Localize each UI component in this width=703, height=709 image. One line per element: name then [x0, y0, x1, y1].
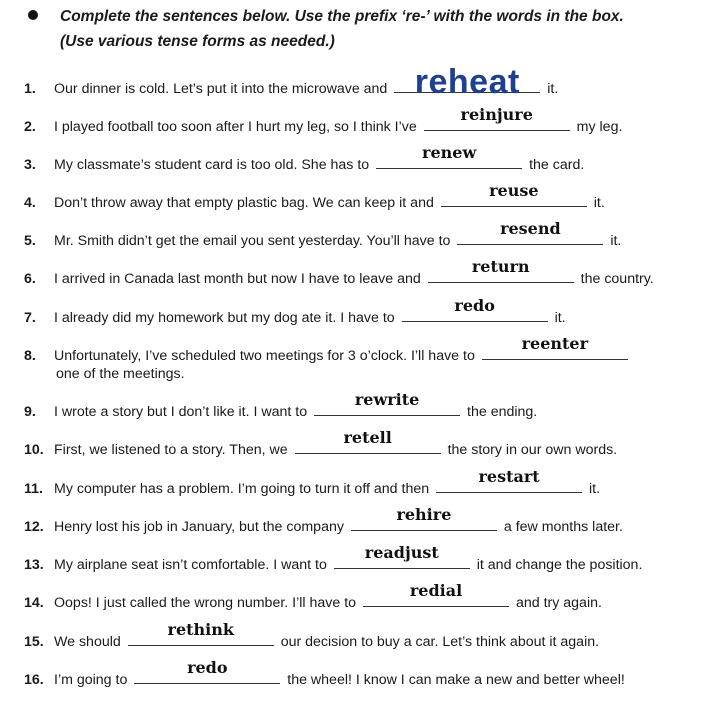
exercise-item-3: 3. My classmate’s student card is too old. She has to renew the card.: [24, 143, 585, 173]
answer-16: redo: [187, 658, 228, 677]
instructions-line-1: Complete the sentences below. Use the prefix ‘re-’ with the words in the box.: [60, 8, 624, 25]
answer-blank-12[interactable]: [351, 505, 497, 531]
answer-7: redo: [454, 296, 495, 315]
answer-blank-6[interactable]: [428, 257, 574, 283]
answer-14: redial: [409, 581, 463, 600]
exercise-item-9: 9. I wrote a story but I don’t like it. I want to rewrite the ending.: [24, 390, 538, 420]
answer-blank-9[interactable]: [314, 390, 460, 416]
answer-1: reheat: [414, 63, 520, 101]
answer-blank-8[interactable]: [482, 334, 628, 360]
answer-11: restart: [478, 467, 540, 486]
exercise-item-1: 1. Our dinner is cold. Let’s put it into the microwave and reheat it.: [24, 63, 559, 101]
answer-9: rewrite: [354, 390, 420, 409]
answer-3: renew: [422, 143, 477, 162]
answer-blank-1[interactable]: [394, 63, 540, 101]
answer-blank-11[interactable]: [436, 467, 582, 493]
exercise-item-10: 10. First, we listened to a story. Then, we retell the story in our own words.: [24, 428, 618, 458]
instructions-line-2: (Use various tense forms as needed.): [60, 33, 335, 50]
answer-blank-10[interactable]: [295, 428, 441, 454]
answer-13: readjust: [364, 543, 439, 562]
answer-10: retell: [343, 428, 392, 447]
exercise-item-12: 12. Henry lost his job in January, but the company rehire a few months later.: [24, 505, 623, 535]
answer-15: rethink: [167, 620, 234, 639]
exercise-item-14: 14. Oops! I just called the wrong number. I’ll have to redial and try again.: [24, 581, 602, 611]
answer-blank-2[interactable]: [424, 105, 570, 131]
answer-6: return: [471, 257, 530, 276]
answer-blank-13[interactable]: [334, 543, 470, 569]
answer-blank-7[interactable]: [402, 296, 548, 322]
answer-blank-16[interactable]: [134, 658, 280, 684]
exercise-item-6: 6. I arrived in Canada last month but now I have to leave and return the country.: [24, 257, 654, 287]
answer-blank-4[interactable]: [441, 181, 587, 207]
answer-4: reuse: [489, 181, 539, 200]
answer-blank-3[interactable]: [376, 143, 522, 169]
answer-2: reinjure: [460, 105, 533, 124]
exercise-item-16: 16. I’m going to redo the wheel! I know I can make a new and better wheel!: [24, 658, 625, 688]
exercise-item-4: 4. Don’t throw away that empty plastic bag. We can keep it and reuse it.: [24, 181, 605, 211]
answer-8: reenter: [521, 334, 589, 353]
answer-12: rehire: [396, 505, 452, 524]
exercise-item-5: 5. Mr. Smith didn’t get the email you sent yesterday. You’ll have to resend it.: [24, 219, 622, 249]
answer-5: resend: [500, 219, 561, 238]
exercise-item-8-continuation: one of the meetings.: [56, 366, 185, 382]
exercise-item-15: 15. We should rethink our decision to buy a car. Let’s think about it again.: [24, 620, 600, 650]
bullet-icon: [28, 10, 38, 20]
exercise-item-2: 2. I played football too soon after I hurt my leg, so I think I’ve reinjure my leg.: [24, 105, 623, 135]
answer-blank-15[interactable]: [128, 620, 274, 646]
exercise-item-8: 8. Unfortunately, I’ve scheduled two meetings for 3 o’clock. I’ll have to reenter: [24, 345, 694, 368]
exercise-item-11: 11. My computer has a problem. I’m going to turn it off and then restart it.: [24, 467, 601, 497]
answer-blank-5[interactable]: [457, 219, 603, 245]
exercise-item-7: 7. I already did my homework but my dog ate it. I have to redo it.: [24, 296, 566, 326]
answer-blank-14[interactable]: [363, 581, 509, 607]
instructions: [60, 4, 700, 54]
exercise-item-13: 13. My airplane seat isn’t comfortable. I want to readjust it and change the position.: [24, 543, 643, 573]
